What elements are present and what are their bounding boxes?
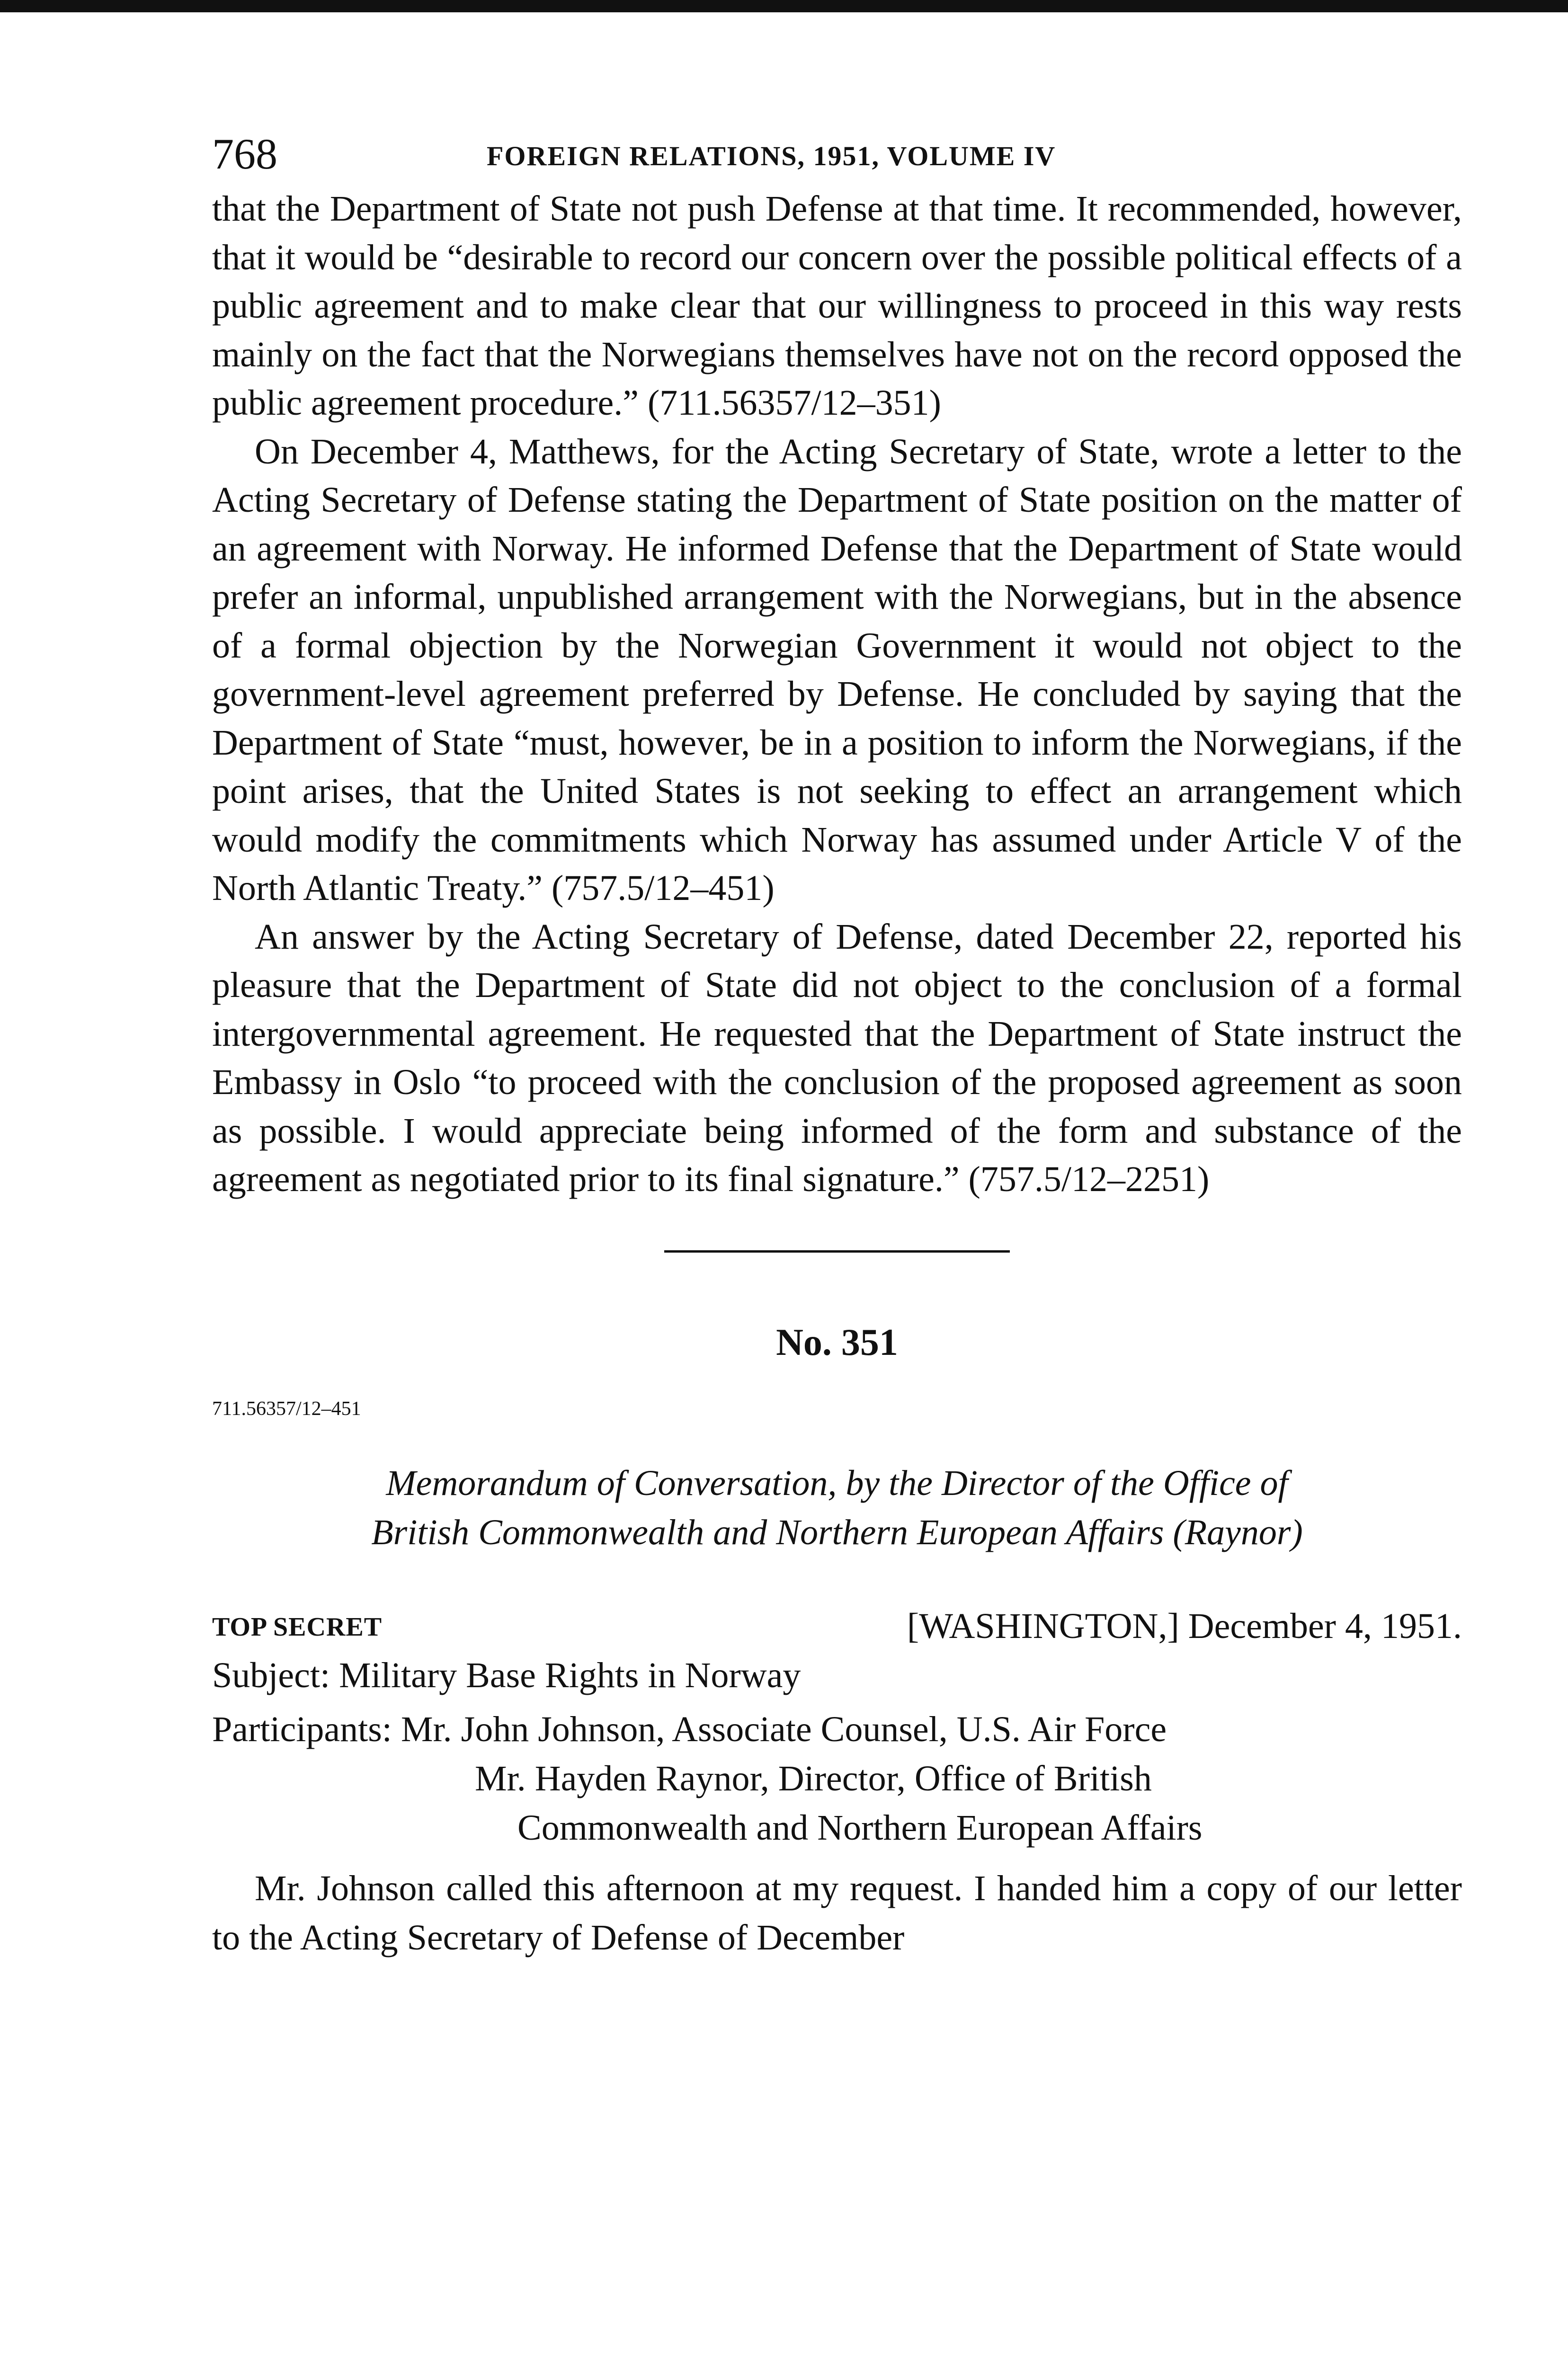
paragraph-matthews-letter: On December 4, Matthews, for the Acting Secretary of State, wrote a letter to the Acting Secretary of Defense stating the Department of State position on the matter of an agreement with Norway. He informed Defense that the Department of State would prefer an informal, unpublished arrangement with the Norwegians, but in the absence of a formal objection by the Norwegian Government it would not object to the government-level agreement preferred by Defense. He concluded by saying that the Department of State “must, however, be in a position to inform the Norwegians, if the point arises, that the United States is not seeking to effect an arrangement which would modify the commitments which Norway has assumed under Article V of the North Atlantic Treaty.” (757.5/12–451) <box>212 431 1462 908</box>
document-title-line-1: Memorandum of Conversation, by the Director of the Office of <box>386 1463 1288 1503</box>
paragraph-continuation: that the Department of State not push Defense at that time. It recommended, however, that it would be “desirable to record our concern over the possible political effects of a public agreement and to make clear that our willingness to proceed in this way rests mainly on the fact that the Norwegians themselves have not on the record opposed the public agreement procedure.” (711.56357/12–351) <box>212 189 1462 423</box>
document-page <box>212 128 1462 1962</box>
document-number: No. 351 <box>776 1321 898 1363</box>
memo-body <box>212 1864 1462 1962</box>
memo-opening-paragraph: Mr. Johnson called this afternoon at my request. I handed him a copy of our letter to the Acting Secretary of Defense of December <box>212 1868 1462 1958</box>
top-edge-rule <box>0 0 1568 12</box>
subject-line: Subject: Military Base Rights in Norway <box>212 1655 801 1695</box>
classification-row <box>212 1602 1462 1651</box>
page-number: 768 <box>212 130 277 178</box>
running-header <box>212 128 1462 185</box>
participant-raynor: Mr. Hayden Raynor, Director, Office of British <box>475 1758 1152 1798</box>
place-date: [WASHINGTON,] December 4, 1951. <box>907 1606 1462 1646</box>
participants-block <box>212 1705 1462 1852</box>
document-title-line-2: British Commonwealth and Northern European Affairs (Raynor) <box>371 1512 1303 1552</box>
participant-raynor-continued: Commonwealth and Northern European Affairs <box>517 1807 1203 1848</box>
section-divider <box>664 1250 1010 1253</box>
body-text <box>212 185 1462 1204</box>
running-title: FOREIGN RELATIONS, 1951, VOLUME IV <box>487 141 1056 171</box>
participants-label: Participants: <box>212 1709 392 1749</box>
classification-label: TOP SECRET <box>212 1612 383 1642</box>
file-reference: 711.56357/12–451 <box>212 1397 361 1420</box>
participant-johnson: Mr. John Johnson, Associate Counsel, U.S. Air Force <box>401 1709 1167 1749</box>
document-title <box>212 1459 1462 1557</box>
participant-row-1 <box>212 1705 1462 1754</box>
paragraph-defense-answer: An answer by the Acting Secretary of Defense, dated December 22, reported his pleasure that the Department of State did not object to the conclusion of a formal intergovernmental agreement. He requested that the Department of State instruct the Embassy in Oslo “to proceed with the conclusion of the proposed agreement as soon as possible. I would appreciate being informed of the form and substance of the agreement as negotiated prior to its final signature.” (757.5/12–2251) <box>212 917 1462 1199</box>
